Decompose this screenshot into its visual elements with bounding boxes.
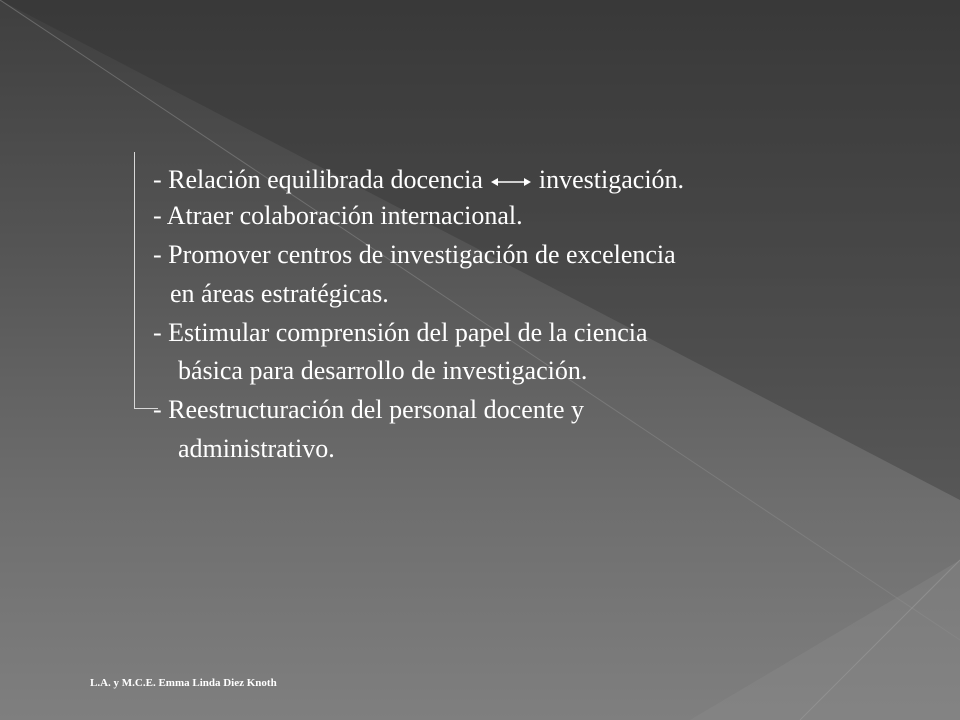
footer-author: L.A. y M.C.E. Emma Linda Diez Knoth — [90, 677, 277, 689]
bullet-line-5: - Estimular comprensión del papel de la ciencia — [153, 318, 648, 347]
double-headed-arrow-icon — [491, 176, 531, 188]
bullet-line-3: - Promover centros de investigación de excelencia — [153, 240, 676, 269]
bullet-line-1 — [153, 165, 684, 195]
bullet-text-1a: - Relación equilibrada docencia — [153, 165, 483, 194]
bullet-line-8: administrativo. — [178, 434, 335, 463]
bullet-line-7: - Reestructuración del personal docente y — [153, 395, 584, 424]
bullet-line-6: básica para desarrollo de investigación. — [178, 356, 588, 385]
bullet-line-2: - Atraer colaboración internacional. — [153, 201, 523, 230]
bullet-line-4: en áreas estratégicas. — [170, 279, 389, 308]
bullet-text-1b: investigación. — [538, 165, 685, 194]
